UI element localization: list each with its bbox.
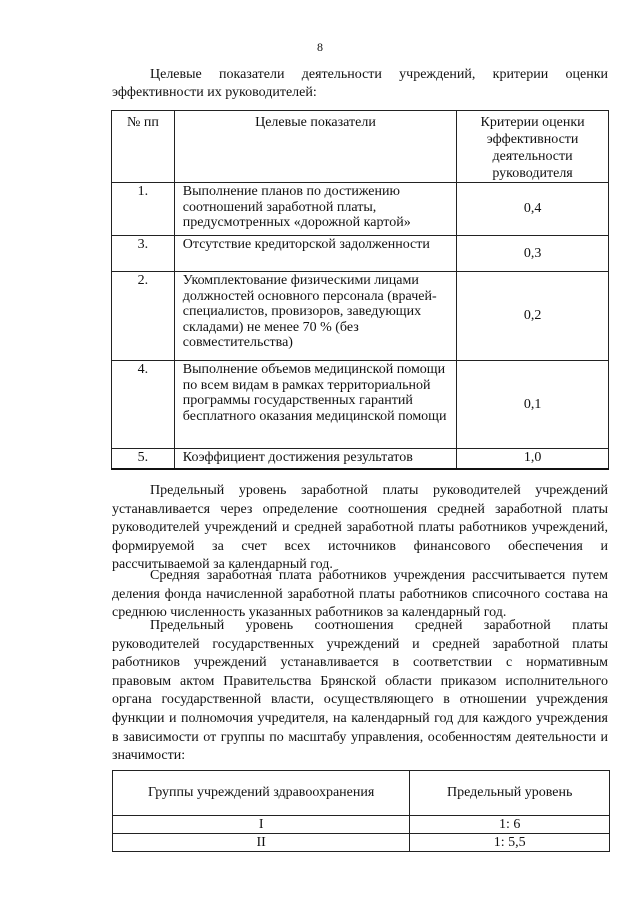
row-indicator: Укомплектование физическими лицами должностей основного персонала (врачей-специалистов, провизоров, заведующих складами) не менее 70 % (без совместительства) — [174, 272, 456, 361]
row-indicator: Коэффициент достижения результатов — [174, 449, 456, 469]
row-number: 1. — [112, 183, 175, 236]
header-groups: Группы учреждений здравоохранения — [113, 771, 410, 816]
groups-header-row — [113, 771, 610, 816]
table-row — [113, 834, 610, 852]
row-indicator: Выполнение объемов медицинской помощи по всем видам в рамках территориальной программы государственных гарантий бесплатного оказания медицинской помощи — [174, 361, 456, 449]
table-row — [112, 236, 609, 272]
row-value: 0,3 — [457, 236, 609, 272]
table-row — [113, 816, 610, 834]
header-number: № пп — [112, 111, 175, 183]
row-number: 5. — [112, 449, 175, 469]
indicators-header-row — [112, 111, 609, 183]
table-row — [112, 449, 609, 469]
row-indicator: Отсутствие кредиторской задолженности — [174, 236, 456, 272]
row-number: 2. — [112, 272, 175, 361]
row-value: 0,2 — [457, 272, 609, 361]
indicators-table — [111, 110, 609, 470]
page-number: 8 — [317, 40, 323, 54]
row-group: I — [113, 816, 410, 834]
groups-table — [112, 770, 610, 852]
row-number: 3. — [112, 236, 175, 272]
header-limit: Предельный уровень — [410, 771, 610, 816]
row-value: 0,1 — [457, 361, 609, 449]
table-row — [112, 361, 609, 449]
row-level: 1: 5,5 — [410, 834, 610, 852]
row-value: 1,0 — [457, 449, 609, 469]
paragraph-ratio-limit: Предельный уровень соотношения средней заработной платы руководителей государственных учреждений и средней заработной платы работников учреждений устанавливается в соответствии с нормативным правовым актом Правительства Брянской области приказом исполнительного органа государственной власти, осуществляющего в отношении учреждения функции и полномочия учредителя, на календарный год для каждого учреждения в зависимости от группы по масштабу управления, особенностям деятельности и значимости: — [112, 618, 608, 764]
row-number: 4. — [112, 361, 175, 449]
row-level: 1: 6 — [410, 816, 610, 834]
header-criteria: Критерии оценки эффективности деятельности руководителя — [457, 111, 609, 183]
paragraph-salary-limit: Предельный уровень заработной платы руководителей учреждений устанавливается через определение соотношения средней заработной платы руководителей учреждений и средней заработной платы работников учреждений, формируемой за счет всех источников финансового обеспечения и рассчитываемой за календарный год. — [112, 483, 608, 573]
row-indicator: Выполнение планов по достижению соотношений заработной платы, предусмотренных «дорожной картой» — [174, 183, 456, 236]
table-row — [112, 272, 609, 361]
header-indicator: Целевые показатели — [174, 111, 456, 183]
row-group: II — [113, 834, 410, 852]
row-value: 0,4 — [457, 183, 609, 236]
table-row — [112, 183, 609, 236]
paragraph-average-salary: Средняя заработная плата работников учреждения рассчитывается путем деления фонда начисленной заработной платы работников списочного состава на среднюю численность указанных работников за календарный год. — [112, 568, 608, 621]
intro-text: Целевые показатели деятельности учреждений, критерии оценки эффективности их руководителей: — [112, 67, 608, 100]
